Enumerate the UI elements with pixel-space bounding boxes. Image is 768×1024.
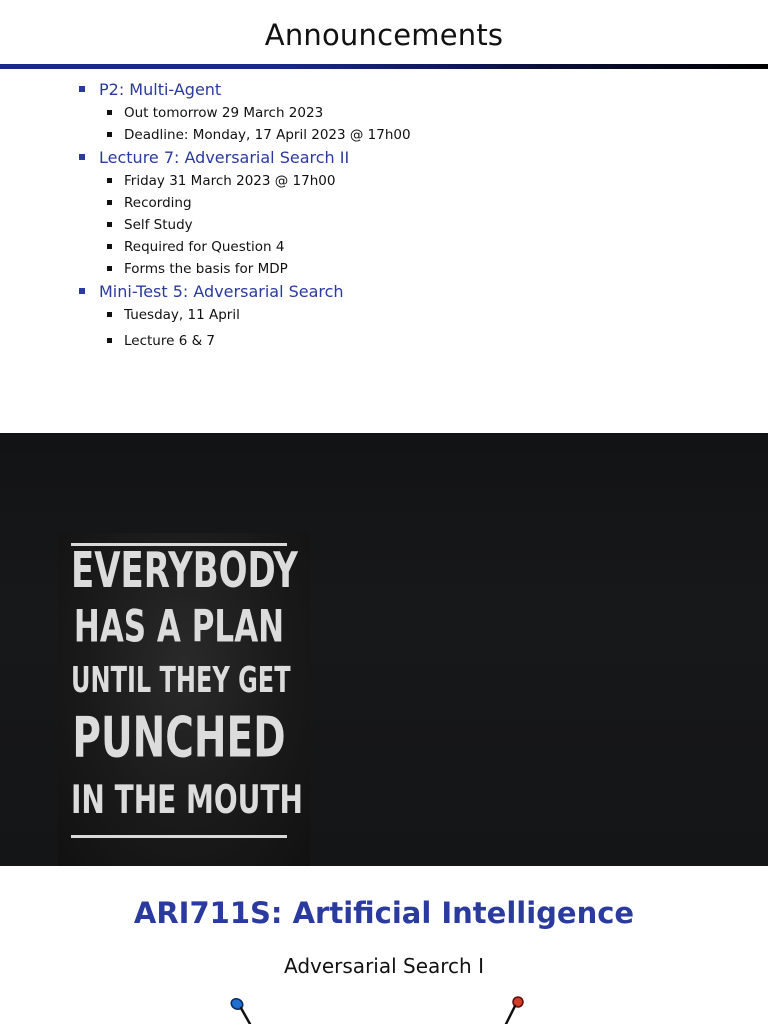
sub-bullet-item [0,124,768,146]
quote-slide [0,433,768,866]
poster-line: UNTIL THEY GET [71,659,291,701]
red-player-icon [496,994,536,1024]
blue-player-icon [226,994,266,1024]
bullet-square-icon [107,200,112,205]
bullet-square-icon [107,178,112,183]
poster-bottom-rule [71,835,287,838]
poster-line: EVERYBODY [71,542,298,600]
bullet-square-icon [79,86,85,92]
sub-bullet-label: Out tomorrow 29 March 2023 [124,105,324,121]
sub-bullet-item [0,170,768,192]
bullet-item [0,280,768,304]
bullet-item [0,146,768,170]
bullet-label: Lecture 7: Adversarial Search II [99,148,350,167]
bullet-square-icon [107,312,112,317]
bullet-square-icon [79,154,85,160]
bullet-square-icon [79,288,85,294]
poster-line: PUNCHED [72,705,286,772]
bullet-square-icon [107,110,112,115]
sub-bullet-item [0,102,768,124]
sub-bullet-label: Recording [124,195,192,211]
sub-bullet-label: Lecture 6 & 7 [124,333,215,349]
bullet-label: P2: Multi-Agent [99,80,222,99]
slide-title: Announcements [264,18,504,52]
sub-bullet-label: Tuesday, 11 April [124,307,240,323]
title-underline [0,64,768,69]
sub-bullet-label: Friday 31 March 2023 @ 17h00 [124,173,336,189]
bullet-item [0,78,768,102]
poster-line: HAS A PLAN [73,600,285,654]
bullet-square-icon [107,222,112,227]
bullet-square-icon [107,266,112,271]
sub-bullet-item [0,214,768,236]
lecture-subtitle: Adversarial Search I [284,954,484,978]
poster-line: IN THE MOUTH [71,776,303,823]
bullet-square-icon [107,244,112,249]
sub-bullet-label: Forms the basis for MDP [124,261,288,277]
announcements-slide [0,0,768,433]
bullet-square-icon [107,132,112,137]
bullet-square-icon [107,338,112,343]
quote-poster [58,533,310,866]
course-title-slide [0,866,768,1024]
sub-bullet-item [0,236,768,258]
sub-bullet-label: Self Study [124,217,193,233]
course-title: ARI711S: Artificial Intelligence [133,896,635,930]
sub-bullet-item [0,330,768,352]
sub-bullet-label: Required for Question 4 [124,239,285,255]
sub-bullet-item [0,304,768,326]
sub-bullet-label: Deadline: Monday, 17 April 2023 @ 17h00 [124,127,411,143]
sub-bullet-item [0,192,768,214]
sub-bullet-item [0,258,768,280]
announcement-list [0,78,768,352]
bullet-label: Mini-Test 5: Adversarial Search [99,282,344,301]
